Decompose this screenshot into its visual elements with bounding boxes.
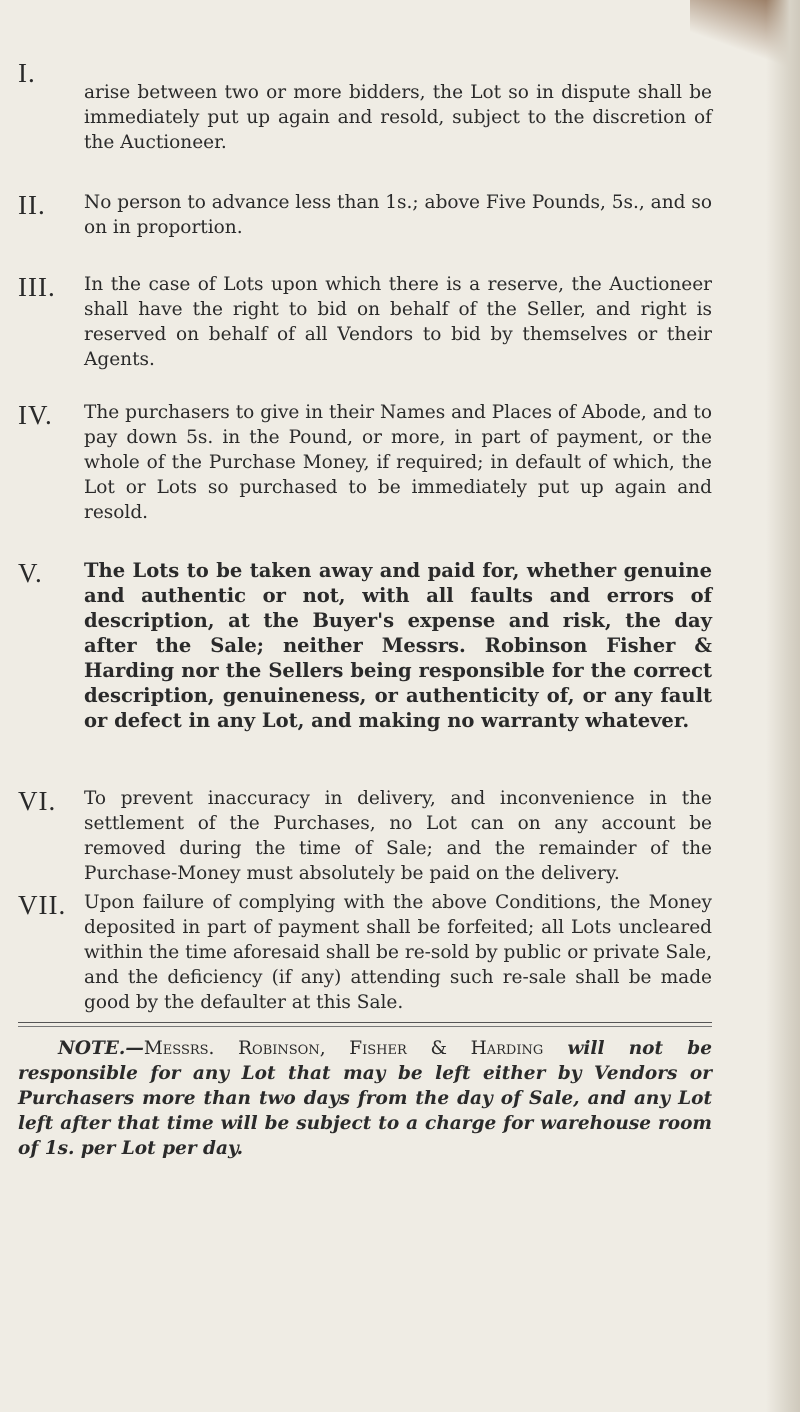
note-paragraph [18, 1036, 712, 1161]
condition-text: In the case of Lots upon which there is a reserve, the Auctioneer shall have the right to bid on behalf of the Seller, and right is reserved on behalf of all Vendors to bid by themselves or their Agents. [84, 274, 712, 370]
condition-numeral: I. [18, 58, 36, 88]
condition-text: No person to advance less than 1s.; above Five Pounds, 5s., and so on in proportion. [84, 192, 712, 238]
divider-rule [18, 1022, 712, 1027]
note-text: will not be responsible for any Lot that may be left either by Vendors or Purchasers more than two days from the day of Sale, and any Lot left after that time will be subject to a charge for warehouse room of 1s. per Lot per day. [18, 1038, 712, 1159]
note-firm-name: Messrs. Robinson, Fisher & Harding [143, 1038, 544, 1059]
note-label: NOTE.— [58, 1038, 144, 1059]
condition-numeral: II. [18, 190, 46, 220]
condition-text: The Lots to be taken away and paid for, whether genuine and authentic or not, with all faults and errors of description, at the Buyer's expense and risk, the day after the Sale; neither Messrs. Robinson Fisher & Harding nor the Sellers being responsible for the correct description, genuineness, or authenticity of, or any fault or defect in any Lot, and making no warranty whatever. [84, 559, 712, 732]
condition-text: arise between two or more bidders, the Lot so in dispute shall be immediately put up again and resold, subject to the discretion of the Auctioneer. [84, 82, 712, 153]
condition-text: Upon failure of complying with the above Conditions, the Money deposited in part of payment shall be forfeited; all Lots uncleared within the time aforesaid shall be re-sold by public or private Sale, and the deficiency (if any) attending such re-sale shall be made good by the defaulter at this Sale. [84, 892, 712, 1013]
page-edge-shadow [766, 0, 800, 1412]
condition-numeral: V. [18, 558, 43, 588]
condition-text: To prevent inaccuracy in delivery, and inconvenience in the settlement of the Purchases, no Lot can on any account be removed during the time of Sale; and the remainder of the Purchase-Money must absolutely be paid on the delivery. [84, 788, 712, 884]
condition-numeral: III. [18, 272, 56, 302]
condition-numeral: VII. [18, 890, 67, 920]
condition-numeral: IV. [18, 400, 53, 430]
condition-text: The purchasers to give in their Names and Places of Abode, and to pay down 5s. in the Pound, or more, in part of payment, or the whole of the Purchase Money, if required; in default of which, the Lot or Lots so purchased to be immediately put up again and resold. [84, 402, 712, 523]
condition-numeral: VI. [18, 786, 57, 816]
